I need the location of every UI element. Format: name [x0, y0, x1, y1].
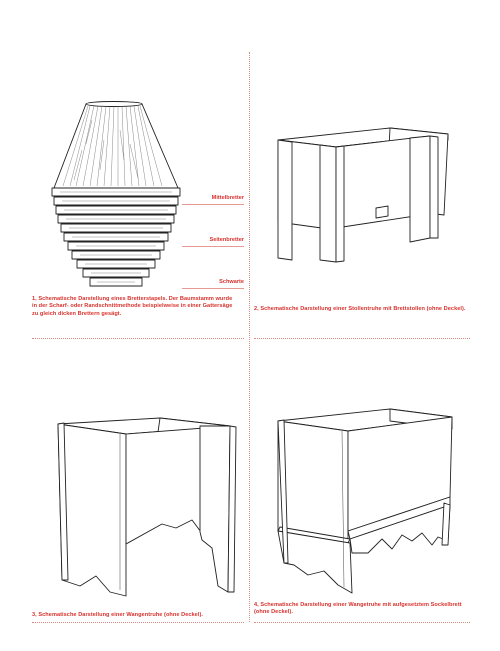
horizontal-divider-bottom-left: [32, 622, 244, 623]
caption-figure-4: 4, Schematische Darstellung einer Wangetruhe mit aufgesetztem Sockelbrett (ohne Deckel).: [254, 602, 462, 616]
caption-figure-2: 2, Schematische Darstellung einer Stollentruhe mit Brettstollen (ohne Deckel).: [254, 306, 466, 312]
wangetruhe-sockelbrett-illustration: [272, 405, 462, 600]
horizontal-divider-top-left: [32, 338, 244, 339]
leader-line-mittelbretter: [182, 204, 244, 205]
horizontal-divider-top-right: [254, 338, 470, 339]
stollentruhe-illustration: [270, 120, 460, 270]
label-schwarte: Schwarte: [219, 279, 244, 285]
caption-figure-1: 1, Schematische Darstellung eines Bretterstapels. Der Baumstamm wurde in der Scharf- oder Randschnittmethode beispielweise in einer Gattersäge zu gleich dicken Brettern gesägt.: [32, 296, 233, 317]
log-board-stack-illustration: [30, 100, 190, 295]
leader-line-seitenbretter: [182, 246, 244, 247]
horizontal-divider-bottom-right: [254, 622, 470, 623]
leader-line-schwarte: [182, 288, 244, 289]
vertical-divider: [249, 52, 250, 622]
wangentruhe-illustration: [40, 410, 240, 600]
label-seitenbretter: Seitenbretter: [209, 237, 244, 243]
label-mittelbretter: Mittelbretter: [211, 195, 244, 201]
caption-figure-3: 3, Schematische Darstellung einer Wangentruhe (ohne Deckel).: [32, 612, 203, 618]
